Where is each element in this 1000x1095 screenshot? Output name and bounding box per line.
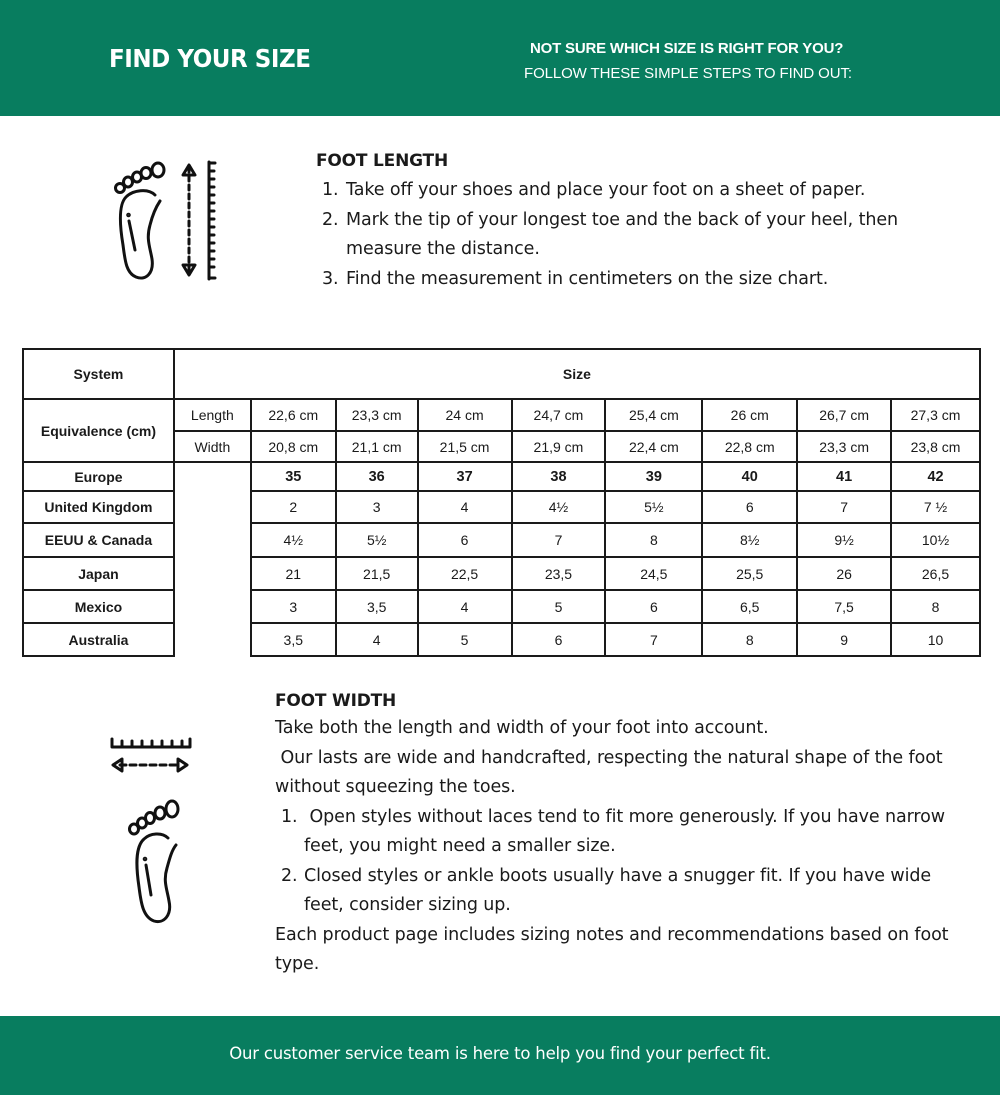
width-cell: 21,5 cm bbox=[418, 431, 512, 462]
size-cell: 3,5 bbox=[336, 590, 418, 623]
length-cell: 26 cm bbox=[702, 399, 797, 431]
table-header-row bbox=[23, 349, 980, 399]
foot-width-outro: Each product page includes sizing notes and recommendations based on foot type. bbox=[275, 924, 949, 974]
size-cell: 4 bbox=[418, 590, 512, 623]
foot-length-steps bbox=[316, 176, 966, 294]
size-cell: 25,5 bbox=[702, 557, 797, 590]
size-cell: 7 bbox=[605, 623, 702, 656]
size-cell: 10½ bbox=[891, 523, 980, 557]
size-cell: 8 bbox=[605, 523, 702, 557]
table-row-uk bbox=[23, 491, 980, 523]
length-label: Length bbox=[174, 399, 251, 431]
size-cell: 3 bbox=[251, 590, 336, 623]
width-label: Width bbox=[174, 431, 251, 462]
system-header: System bbox=[23, 349, 174, 399]
foot-width-section bbox=[275, 691, 955, 980]
size-cell: 21,5 bbox=[336, 557, 418, 590]
length-cell: 24,7 cm bbox=[512, 399, 606, 431]
foot-length-section bbox=[316, 151, 966, 294]
size-cell: 3,5 bbox=[251, 623, 336, 656]
header-banner bbox=[0, 0, 1000, 116]
size-cell: 6 bbox=[702, 491, 797, 523]
size-cell: 3 bbox=[336, 491, 418, 523]
foot-length-step: 2. Mark the tip of your longest toe and the back of your heel, then measure the distance. bbox=[322, 209, 898, 259]
size-cell: 2 bbox=[251, 491, 336, 523]
size-cell: 39 bbox=[605, 462, 702, 491]
foot-length-step: 1. Take off your shoes and place your foot on a sheet of paper. bbox=[322, 180, 866, 200]
header-instruction: FOLLOW THESE SIMPLE STEPS TO FIND OUT: bbox=[524, 65, 852, 82]
size-cell: 6,5 bbox=[702, 590, 797, 623]
size-cell: 38 bbox=[512, 462, 606, 491]
size-cell: 8 bbox=[891, 590, 980, 623]
width-cell: 21,9 cm bbox=[512, 431, 606, 462]
blank-spacer bbox=[174, 462, 251, 656]
size-cell: 6 bbox=[418, 523, 512, 557]
table-row-japan bbox=[23, 557, 980, 590]
foot-width-step: 1. Open styles without laces tend to fit more generously. If you have narrow feet, you might need a smaller size. bbox=[281, 806, 951, 856]
system-label: Australia bbox=[23, 623, 174, 656]
system-label: Japan bbox=[23, 557, 174, 590]
size-cell: 5½ bbox=[605, 491, 702, 523]
foot-width-steps bbox=[275, 803, 955, 921]
size-cell: 8 bbox=[702, 623, 797, 656]
size-cell: 5 bbox=[418, 623, 512, 656]
size-cell: 7 bbox=[512, 523, 606, 557]
size-cell: 9 bbox=[797, 623, 891, 656]
size-header: Size bbox=[174, 349, 980, 399]
size-cell: 4½ bbox=[251, 523, 336, 557]
size-cell: 24,5 bbox=[605, 557, 702, 590]
width-cell: 22,4 cm bbox=[605, 431, 702, 462]
size-cell: 36 bbox=[336, 462, 418, 491]
foot-width-heading: FOOT WIDTH bbox=[275, 691, 397, 711]
size-cell: 42 bbox=[891, 462, 980, 491]
system-label: Europe bbox=[23, 462, 174, 491]
size-cell: 7,5 bbox=[797, 590, 891, 623]
length-cell: 27,3 cm bbox=[891, 399, 980, 431]
size-cell: 26,5 bbox=[891, 557, 980, 590]
foot-width-lasts-note: Our lasts are wide and handcrafted, respecting the natural shape of the foot without squeezing the toes. bbox=[275, 747, 949, 797]
size-cell: 41 bbox=[797, 462, 891, 491]
size-cell: 4 bbox=[418, 491, 512, 523]
width-cell: 20,8 cm bbox=[251, 431, 336, 462]
equivalence-label: Equivalence (cm) bbox=[23, 399, 174, 462]
foot-length-heading: FOOT LENGTH bbox=[316, 151, 448, 171]
footer-banner bbox=[0, 1016, 1000, 1095]
length-cell: 24 cm bbox=[418, 399, 512, 431]
foot-length-step: 3. Find the measurement in centimeters on the size chart. bbox=[322, 268, 829, 289]
foot-width-measure-icon bbox=[108, 735, 198, 935]
table-row-us-canada bbox=[23, 523, 980, 557]
header-question: NOT SURE WHICH SIZE IS RIGHT FOR YOU? bbox=[530, 40, 844, 57]
size-cell: 10 bbox=[891, 623, 980, 656]
size-cell: 21 bbox=[251, 557, 336, 590]
page-title: FIND YOUR SIZE bbox=[109, 44, 311, 73]
size-cell: 5½ bbox=[336, 523, 418, 557]
width-cell: 23,3 cm bbox=[797, 431, 891, 462]
length-cell: 26,7 cm bbox=[797, 399, 891, 431]
length-cell: 23,3 cm bbox=[336, 399, 418, 431]
size-cell: 6 bbox=[512, 623, 606, 656]
size-cell: 5 bbox=[512, 590, 606, 623]
foot-width-intro: Take both the length and width of your foot into account. bbox=[275, 718, 769, 738]
system-label: Mexico bbox=[23, 590, 174, 623]
length-cell: 22,6 cm bbox=[251, 399, 336, 431]
table-row-europe bbox=[23, 462, 980, 491]
system-label: EEUU & Canada bbox=[23, 523, 174, 557]
length-cell: 25,4 cm bbox=[605, 399, 702, 431]
width-cell: 21,1 cm bbox=[336, 431, 418, 462]
foot-width-step: 2. Closed styles or ankle boots usually have a snugger fit. If you have wide feet, consider sizing up. bbox=[281, 865, 932, 915]
size-cell: 40 bbox=[702, 462, 797, 491]
size-cell: 4½ bbox=[512, 491, 606, 523]
system-label: United Kingdom bbox=[23, 491, 174, 523]
width-cell: 23,8 cm bbox=[891, 431, 980, 462]
width-cell: 22,8 cm bbox=[702, 431, 797, 462]
size-cell: 7 ½ bbox=[891, 491, 980, 523]
size-cell: 4 bbox=[336, 623, 418, 656]
size-chart bbox=[22, 348, 981, 655]
table-row-length bbox=[23, 399, 980, 431]
table-row-australia bbox=[23, 623, 980, 656]
size-cell: 8½ bbox=[702, 523, 797, 557]
size-cell: 22,5 bbox=[418, 557, 512, 590]
customer-service-message: Our customer service team is here to help you find your perfect fit. bbox=[229, 1044, 771, 1063]
size-cell: 23,5 bbox=[512, 557, 606, 590]
size-cell: 35 bbox=[251, 462, 336, 491]
foot-length-measure-icon bbox=[108, 155, 218, 285]
table-row-mexico bbox=[23, 590, 980, 623]
size-cell: 6 bbox=[605, 590, 702, 623]
size-cell: 37 bbox=[418, 462, 512, 491]
size-chart-table bbox=[22, 348, 981, 657]
size-cell: 9½ bbox=[797, 523, 891, 557]
size-cell: 7 bbox=[797, 491, 891, 523]
size-cell: 26 bbox=[797, 557, 891, 590]
